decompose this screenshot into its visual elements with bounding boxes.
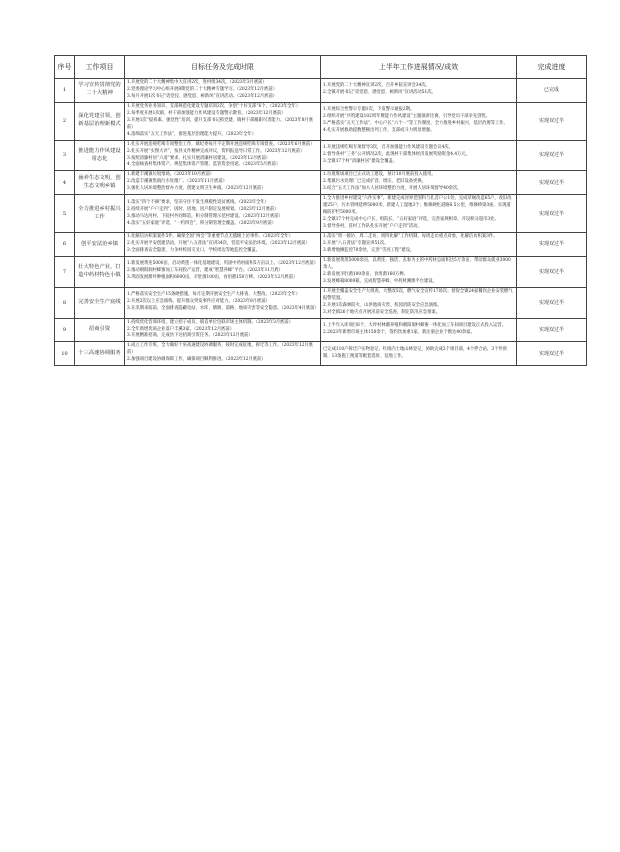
row-number: 4	[55, 171, 75, 195]
table-row	[55, 140, 587, 171]
progress-line: 3.严格落实“五天工作法”，中心户长“六个一”等工作制度，全力推进乡村振兴，基层治理等工作。	[323, 121, 508, 127]
progress-line: 2.2023年新增市场主体150余个，签约饮加重1家，新注册企业个数达40余家。	[323, 329, 475, 335]
row-target-tasks	[125, 233, 321, 257]
row-target-tasks	[125, 195, 321, 233]
progress-line: 1.开展综合性警示专题1次，下发警示通报2期。	[323, 107, 415, 113]
row-number: 1	[55, 79, 75, 103]
row-target-tasks	[125, 140, 321, 171]
row-work-item: 深化党建引领，创新基层治理新模式	[75, 102, 125, 140]
progress-line: 3.结合“五天工作法”加大人居环境整治力度，开展人居环境督导40余次。	[323, 186, 462, 192]
task-line: 2.每季度开展1次镇、村干部加强能力作风建设专题警示教育。（2023年12月底前）	[127, 110, 286, 116]
task-line: 1.开展党的二十大精神集中大宣讲2次，进村组34次。（2023年3月底前）	[127, 80, 267, 85]
task-line: 2.持续开展“户户走到”，因时、因地、因户制定发展规划。（2023年12月底前）	[127, 206, 279, 212]
task-line: 3.按照清廉村居“六清”要求，扎实开展清廉村居建设。（2023年12月底前）	[127, 155, 271, 161]
task-line: 2.扎实开展平安创建活动，开展“八五普法”宣讲34次，营造平安法治环境。（2023年12月底前）	[127, 241, 310, 247]
task-line: 1.成立工作专班，全力做好十巫高速建设协调服务，按时完成征地、拆迁等工作。（2023年12月底前）	[127, 343, 313, 356]
task-line: 2.改造丰溪镇集镇污水处理厂。（2023年11月底前）	[127, 179, 227, 185]
row-number: 5	[55, 195, 75, 233]
progress-line: 1.垃圾堆场项目已正式动工建设，预计10月底前投入使用。	[323, 172, 436, 178]
table-body	[55, 79, 587, 366]
progress-line: 3.全镇17个村“清廉村居”建设全覆盖。	[323, 159, 398, 164]
row-target-tasks	[125, 102, 321, 140]
table-row	[55, 79, 587, 103]
row-work-item: 涵养生态文明，创生态文明乡镇	[75, 171, 125, 195]
task-line: 1.扎实开展违规吃喝专项整治工作，镇纪委每月不定期开展违规吃喝专项督查。（2023年6月底前）	[127, 141, 315, 147]
task-line: 1.持续优化营商环境，建立招子成员、镇直单位包联市场主体机制。（2023年3月底前）	[127, 319, 294, 325]
task-line: 3.全面排查安全隐患、力争村校园交叉口，学校周边等地监控全覆盖。	[127, 247, 261, 253]
row-number: 8	[55, 287, 75, 318]
task-line: 4.全面核查村集体资产，规范集体资产管理，监管资金用途。（2023年5月底前）	[127, 162, 281, 168]
row-completion-status: 实现双过半	[517, 287, 587, 318]
table-row	[55, 233, 587, 257]
row-half-year-progress	[321, 140, 517, 171]
document-page	[54, 55, 586, 366]
row-work-item: 壮大特色产业，打造中药材特色小镇	[75, 256, 125, 287]
row-number: 9	[55, 318, 75, 342]
row-completion-status: 实现双过半	[517, 140, 587, 171]
header-tasks: 目标任务及完成时限	[125, 56, 321, 79]
task-line: 2.加强项目建设协调保障工作，确保项目顺利推进。（2023年12月底前）	[127, 357, 266, 363]
row-completion-status: 实现双过半	[517, 342, 587, 366]
row-completion-status: 已完成	[517, 79, 587, 103]
row-half-year-progress	[321, 195, 517, 233]
progress-line: 1.开展党的二十大精神宣讲2次，召开乡院宣讲会34次。	[323, 83, 430, 89]
task-line: 2.全年新增优质企业落户丰溪3家。（2023年12月底前）	[127, 326, 235, 332]
header-half-year: 上半年工作进展情况/成效	[321, 56, 517, 79]
row-half-year-progress	[321, 318, 517, 342]
task-line: 4.落细落实“五天工作法”，推进基层治理能力提升。（2023年全年）	[127, 131, 256, 137]
row-completion-status: 实现双过半	[517, 233, 587, 257]
row-number: 10	[55, 342, 75, 366]
progress-line: 2.集镇污水处理厂已完成扩容、增压、老旧设备更换。	[323, 179, 426, 185]
header-no: 序号	[55, 56, 75, 79]
task-line: 2.扎实开展“实图大评”，按县文件精神完成评议，资料报送导日常工作。（2023年12月底前）	[127, 148, 305, 154]
task-line: 1.开展党务业务知识、支部规范化建设专题培训2次，争创“十好支部”6个。（2023年全年）	[127, 103, 301, 109]
progress-line: 2.全镇开展书记“话党恩、感党恩、树新风”宣讲活动51次。	[323, 90, 436, 96]
row-completion-status: 实现双过半	[517, 318, 587, 342]
row-completion-status: 实现双过半	[517, 102, 587, 140]
row-completion-status: 实现双过半	[517, 195, 587, 233]
row-number: 7	[55, 256, 75, 287]
row-completion-status: 实现双过半	[517, 256, 587, 287]
task-line: 1.新发展黄连5000亩，启动黄莲一体化基地建设，巩固中药材面积5万亩以上。（2023年12月底前）	[127, 261, 319, 267]
row-half-year-progress	[321, 342, 517, 366]
progress-line: 2.开展1次森林防火、山洪地质灾害、校园消防安全应急演练。	[323, 302, 442, 308]
progress-line: 1.落实“周一接访、周二走访、周四化解”工作机制，每周走访重点对象，化解信访积案3件。	[323, 234, 498, 240]
row-number: 2	[55, 102, 75, 140]
progress-line: 4.扎实开展救助提数整顿出列工作，支部成斗力明显增强。	[323, 128, 435, 134]
row-half-year-progress	[321, 256, 517, 287]
task-line: 1.严格落实安全生产15条硬措施，每月定期开展安全生产大排查、大整改。（2023年全年）	[127, 292, 301, 298]
task-line: 3.巩固发展甜叶种植面积6000亩，羊肚菌100亩，食用菌150万棒。（2023年12月底前）	[127, 275, 298, 281]
task-line: 1.新建丰溪镇垃圾堆场。（2023年10月底前）	[127, 172, 215, 178]
row-work-item: 推进能力作风建设常态化	[75, 140, 125, 171]
progress-line: 3.新增地摊监控70余处，完善“雪亮工程”建设。	[323, 247, 415, 253]
progress-line: 2.开展“八五普法”专题宣讲51次。	[323, 241, 389, 247]
row-work-item: 创平安法治乡镇	[75, 233, 125, 257]
progress-line: 2.组织开展“共筑建设102周年暨能力作风建设”主题演讲比赛，引导党员干部争先创优。	[323, 114, 491, 120]
task-line: 3.在汛期来临前，全面排查隐蔽电站、水库、塘堰、道路、地质灾害等安全隐患。（2023年4月底前）	[127, 306, 319, 312]
task-line: 3.每月开展1次书记“话党仪、感党恩、树新风”宣讲活动。（2023年12月底前）	[127, 93, 278, 99]
progress-line: 2.全镇17个村完成中心户长、组院长、“五好家庭”评选，完善家规相章，开设积分超市3处。	[323, 217, 499, 223]
row-target-tasks	[125, 256, 321, 287]
row-half-year-progress	[321, 233, 517, 257]
row-target-tasks	[125, 318, 321, 342]
row-target-tasks	[125, 342, 321, 366]
row-half-year-progress	[321, 287, 517, 318]
progress-line: 3.发展蜂箱8000箱，完成智慧养蜂、中药材溯源平台建设。	[323, 278, 437, 284]
row-half-year-progress	[321, 171, 517, 195]
header-progress: 完成进度	[517, 56, 587, 79]
task-line: 4.落实“五好家庭”评选、“一约四会”，积分制管理全覆盖。（2023年9月底前）	[127, 220, 277, 226]
progress-line: 1.开展全覆盖安全生产大排查、大整改5次，燃气安全宣传17场次；督促全镇24家餐饮企业安装燃气报警装置。	[323, 288, 513, 301]
row-half-year-progress	[321, 102, 517, 140]
table-row	[55, 318, 587, 342]
task-line: 2.党委理论学习中心组开展8期党的二十大精神专题学习。（2023年12月底前）	[127, 86, 277, 92]
task-line: 1.化解信访积案案件5件，确保全国“两会”等重要节点无越级上访事件。（2023年全年）	[127, 234, 294, 240]
table-row	[55, 342, 587, 366]
task-line: 3.强化人居环境整治督办力度，创建文明卫生乡镇。（2023年12月底前）	[127, 186, 266, 192]
progress-line: 1.上半年入库项目6个，大坪村林蘑养殖和朝阳洞村蜂蜜一体化加工车间项目建设正式投入运营。	[323, 323, 507, 329]
row-target-tasks	[125, 79, 321, 103]
row-work-item: 招商引资	[75, 318, 125, 342]
row-number: 6	[55, 233, 75, 257]
progress-line: 3.对全镇26个地灾点开展汛前安全巡查，制定防汛应急预案。	[323, 309, 440, 315]
progress-line: 2.新发展羊肚菌100余亩，食用菌160万棒。	[323, 271, 408, 277]
work-progress-table	[54, 55, 587, 366]
task-line: 2.开展2次以上应急演练，提升群众突发事件应对能力。（2023年8月底前）	[127, 299, 270, 305]
row-target-tasks	[125, 287, 321, 318]
task-line: 1.落实“四个不摘”要求，坚决守住不发生规模性返贫底线。（2023年全年）	[127, 199, 269, 205]
table-row	[55, 171, 587, 195]
progress-line: 2.督导各村“三务”公开情况2次，此现村干部集体经济发展奖励资金4.4万元。	[323, 152, 470, 158]
progress-line: 1.开展违规吃喝专项督导3次，召开加强能力作风建设专题会议4次。	[323, 145, 453, 151]
row-work-item: 十三高速协调服务	[75, 342, 125, 366]
row-completion-status: 实现双过半	[517, 171, 587, 195]
table-row	[55, 195, 587, 233]
row-work-item: 全力推进乡村振兴工作	[75, 195, 125, 233]
progress-line: 3.督导各村，驻村工作队扎实开展“户户走到”活动。	[323, 224, 422, 230]
task-line: 3.推动马达河村，下院村共同缔造，积分制管理示范村建设。（2023年12月底前）	[127, 213, 283, 219]
table-row	[55, 256, 587, 287]
header-item: 工作项目	[75, 56, 125, 79]
row-half-year-progress	[321, 79, 517, 103]
progress-line: 1.全力推进乡村建设“六件实事”，新建完成河界老围科与扎首户公1处，完成草厕改造65户，改旧改建25户，污水管网延伸5000米，新建人工湿地3个；维修硬化道路6.5公里，维修桥梁3座，实现道路防护栏5000米。	[323, 196, 512, 216]
progress-line: 已完成110户拆迁户实物登记，红线内土地山林登记，协助完成2个项目部，4个拌合站，3个件预制，13条施工便道等配套选址、征地工作。	[323, 346, 507, 359]
table-row	[55, 102, 587, 140]
table-header-row	[55, 56, 587, 79]
row-work-item: 完善安全生产底线	[75, 287, 125, 318]
row-work-item: 学习宣传贯彻党的二十大精神	[75, 79, 125, 103]
row-number: 3	[55, 140, 75, 171]
task-line: 3.开展1次“提质素、强党性”培训，提升支部书记抓党建、镇村干部履职尽责能力。（2023年8月底前）	[127, 117, 314, 130]
task-line: 3.开展精准招商，完成县下达招商引资任务。（2023年12月底前）	[127, 333, 253, 339]
table-row	[55, 287, 587, 318]
task-line: 2.推动朝阳洞村蜂蜜加工车间投产运营，建成“智慧养蜂”平台。（2023年11月底）	[127, 268, 283, 274]
progress-line: 1.新发展黄莲5000余亩，以黄连、独活、玄参为主的中药材总面积达5万余亩，带动群众就业3000余人。	[323, 257, 511, 270]
row-target-tasks	[125, 171, 321, 195]
